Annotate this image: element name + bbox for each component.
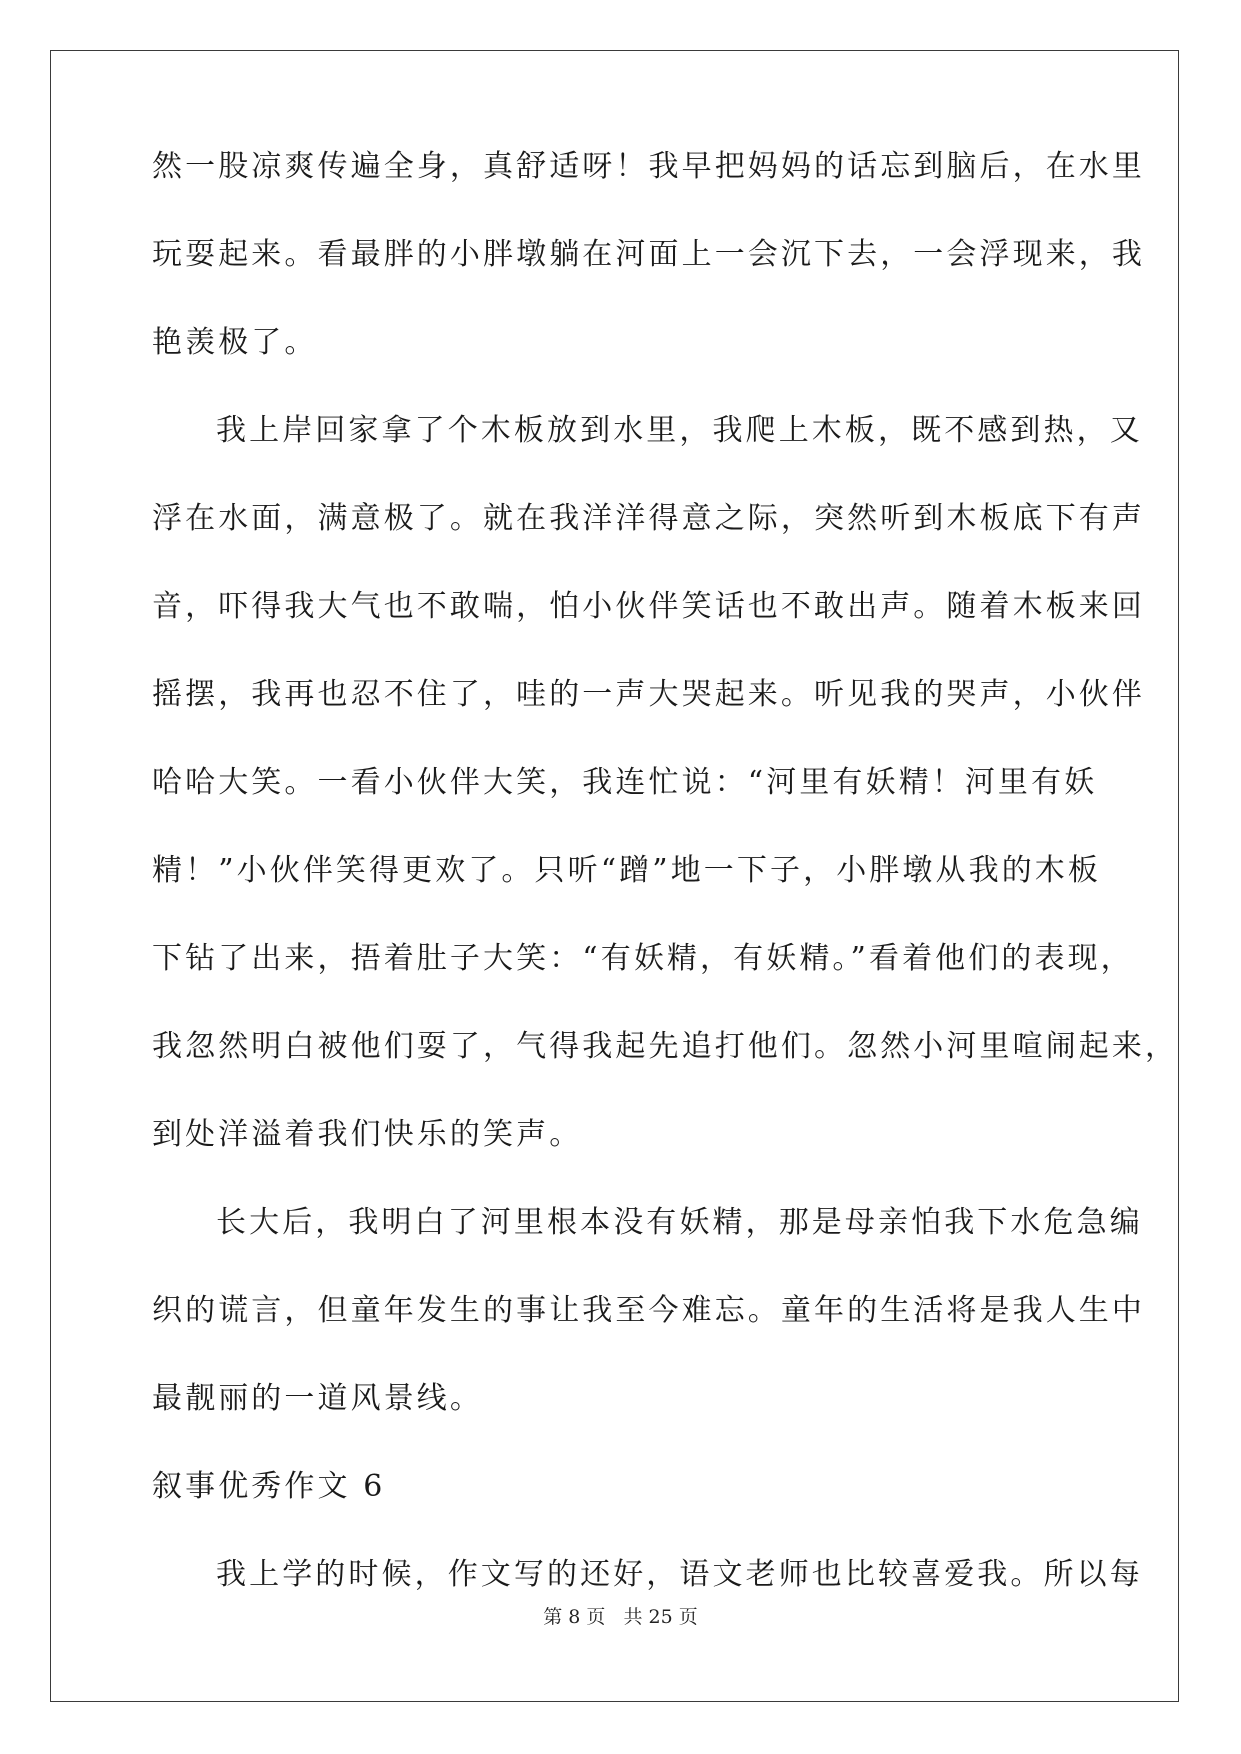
text-line: 摇摆，我再也忍不住了，哇的一声大哭起来。听见我的哭声，小伙伴	[152, 677, 1145, 712]
section-heading: 叙事优秀作文 6	[152, 1469, 386, 1504]
text-line: 到处洋溢着我们快乐的笑声。	[152, 1117, 583, 1152]
page-number: 第 8 页	[543, 1606, 606, 1628]
text-line: 下钻了出来，捂着肚子大笑：“有妖精，有妖精。”看着他们的表现，	[152, 941, 1134, 976]
text-line: 然一股凉爽传遍全身，真舒适呀！我早把妈妈的话忘到脑后，在水里	[152, 149, 1145, 184]
text-line: 最靓丽的一道风景线。	[152, 1381, 483, 1416]
paragraph-start-line: 我上岸回家拿了个木板放到水里，我爬上木板，既不感到热，又	[216, 413, 1143, 448]
page-total: 共 25 页	[623, 1606, 698, 1628]
page-footer	[0, 1606, 1241, 1628]
paragraph-start-line: 长大后，我明白了河里根本没有妖精，那是母亲怕我下水危急编	[216, 1205, 1143, 1240]
paragraph-start-line: 我上学的时候，作文写的还好，语文老师也比较喜爱我。所以每	[216, 1557, 1143, 1592]
text-line: 哈哈大笑。一看小伙伴大笑，我连忙说：“河里有妖精！河里有妖	[152, 765, 1098, 800]
text-line: 精！”小伙伴笑得更欢了。只听“蹭”地一下子，小胖墩从我的木板	[152, 853, 1102, 888]
text-line: 玩耍起来。看最胖的小胖墩躺在河面上一会沉下去，一会浮现来，我	[152, 237, 1145, 272]
text-line: 艳羡极了。	[152, 325, 318, 360]
document-body	[152, 149, 1179, 1648]
text-line: 我忽然明白被他们耍了，气得我起先追打他们。忽然小河里喧闹起来，	[152, 1029, 1179, 1064]
text-line: 织的谎言，但童年发生的事让我至今难忘。童年的生活将是我人生中	[152, 1293, 1145, 1328]
text-line: 浮在水面，满意极了。就在我洋洋得意之际，突然听到木板底下有声	[152, 501, 1145, 536]
text-line: 音，吓得我大气也不敢喘，怕小伙伴笑话也不敢出声。随着木板来回	[152, 589, 1145, 624]
